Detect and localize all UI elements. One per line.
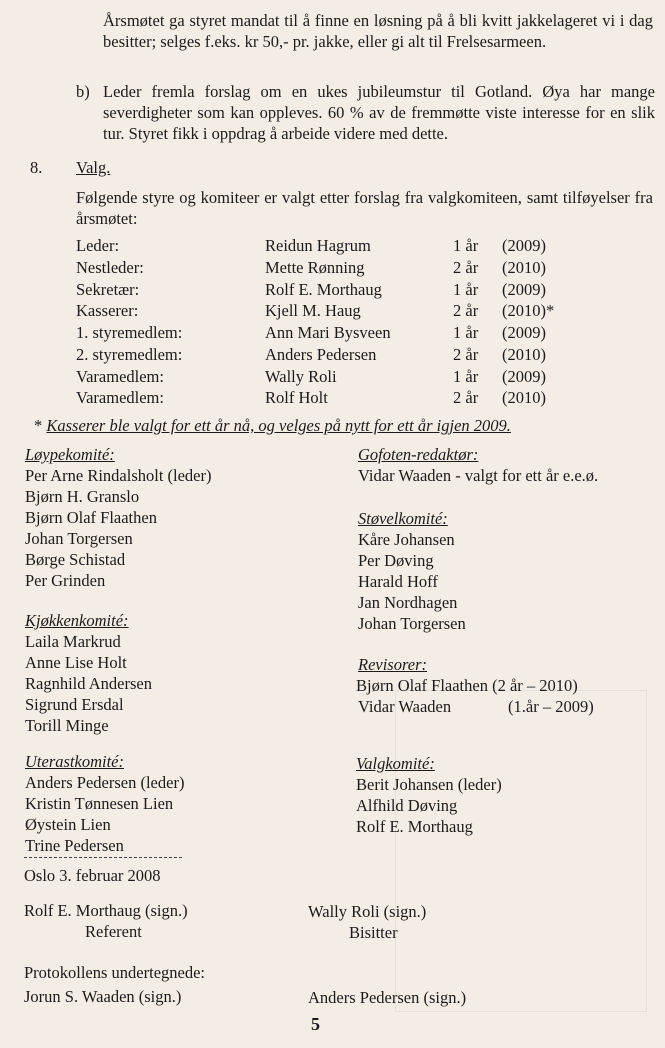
kjokken-member: Laila Markrud (25, 632, 121, 651)
kjokken-member: Anne Lise Holt (25, 653, 127, 672)
uterast-member: Trine Pedersen (25, 836, 124, 855)
bleed-through-shadow (395, 690, 647, 1012)
board-until: (2009) (502, 367, 546, 386)
board-name: Rolf Holt (265, 388, 328, 407)
board-until: (2010) (502, 345, 546, 364)
uterast-member: Anders Pedersen (leder) (25, 773, 185, 792)
footnote-text: Kasserer ble valgt for ett år nå, og velges på nytt for ett år igjen 2009. (46, 416, 511, 435)
board-role: Varamedlem: (76, 388, 164, 407)
board-term: 1 år (453, 323, 479, 342)
board-term: 2 år (453, 345, 479, 364)
kjokken-member: Torill Minge (25, 716, 109, 735)
revisor-note: (1.år – 2009) (508, 697, 594, 716)
signature-name: Wally Roli (sign.) (308, 902, 427, 921)
stovel-member: Per Døving (358, 551, 434, 570)
loype-title: Løypekomité: (25, 445, 115, 464)
board-until: (2010) (502, 258, 546, 277)
board-term: 1 år (453, 236, 479, 255)
page-number: 5 (311, 1014, 320, 1034)
signature-role: Bisitter (349, 923, 398, 942)
board-role: 2. styremedlem: (76, 345, 183, 364)
valg-title: Valgkomité: (356, 754, 435, 773)
board-role: Kasserer: (76, 301, 139, 320)
loype-member: Bjørn Olaf Flaathen (25, 508, 157, 527)
board-until: (2009) (502, 280, 546, 299)
signature-name: Rolf E. Morthaug (sign.) (24, 901, 188, 920)
board-role: Varamedlem: (76, 367, 164, 386)
divider (24, 857, 182, 858)
board-term: 2 år (453, 258, 479, 277)
board-role: Sekretær: (76, 280, 140, 299)
loype-member: Johan Torgersen (25, 529, 133, 548)
paragraph-b: Leder fremla forslag om en ukes jubileumstur til Gotland. Øya har mange severdigheter som kan oppleves. 60 % av de fremmøtte viste interesse for en slik tur. Styret fikk i oppdrag å arbeide videre med dette. (103, 82, 655, 143)
board-role: Nestleder: (76, 258, 144, 277)
signature-role: Referent (85, 922, 142, 941)
stovel-member: Jan Nordhagen (358, 593, 458, 612)
board-until: (2009) (502, 323, 546, 342)
signature-name: Jorun S. Waaden (sign.) (24, 987, 182, 1006)
section-heading: Valg. (76, 158, 111, 177)
place-date: Oslo 3. februar 2008 (24, 866, 161, 885)
board-name: Wally Roli (265, 367, 337, 386)
loype-member: Per Arne Rindalsholt (leder) (25, 466, 212, 485)
valg-member: Rolf E. Morthaug (356, 817, 473, 836)
gofoten-title: Gofoten-redaktør: (358, 445, 479, 464)
board-name: Kjell M. Haug (265, 301, 361, 320)
loype-member: Bjørn H. Granslo (25, 487, 140, 506)
valg-member: Berit Johansen (leder) (356, 775, 502, 794)
gofoten-member: Vidar Waaden - valgt for ett år e.e.ø. (358, 466, 599, 485)
board-term: 1 år (453, 367, 479, 386)
board-role: Leder: (76, 236, 120, 255)
stovel-member: Johan Torgersen (358, 614, 466, 633)
loype-member: Per Grinden (25, 571, 106, 590)
board-term: 2 år (453, 388, 479, 407)
revisor-member: Vidar Waaden (358, 697, 452, 716)
uterast-member: Øystein Lien (25, 815, 111, 834)
valg-member: Alfhild Døving (356, 796, 458, 815)
stovel-member: Kåre Johansen (358, 530, 455, 549)
board-name: Reidun Hagrum (265, 236, 371, 255)
board-term: 1 år (453, 280, 479, 299)
paragraph-a: Årsmøtet ga styret mandat til å finne en løsning på å bli kvitt jakkelageret vi i dag besitter; selges f.eks. kr 50,- pr. jakke, eller gi alt til Frelsesarmeen. (103, 11, 653, 51)
footnote-star: * (34, 416, 43, 435)
footnote (34, 415, 511, 436)
item-b-label: b) (76, 82, 90, 101)
board-until: (2010) (502, 388, 546, 407)
board-role: 1. styremedlem: (76, 323, 183, 342)
loype-member: Børge Schistad (25, 550, 126, 569)
kjokken-title: Kjøkkenkomité: (25, 611, 129, 630)
protocol-label: Protokollens undertegnede: (24, 963, 206, 982)
board-name: Mette Rønning (265, 258, 365, 277)
uterast-title: Uterastkomité: (25, 752, 124, 771)
board-term: 2 år (453, 301, 479, 320)
board-until: (2009) (502, 236, 546, 255)
board-name: Rolf E. Morthaug (265, 280, 382, 299)
kjokken-member: Ragnhild Andersen (25, 674, 152, 693)
board-until: (2010)* (502, 301, 555, 320)
stovel-title: Støvelkomité: (358, 509, 448, 528)
revisorer-title: Revisorer: (358, 655, 428, 674)
stovel-member: Harald Hoff (358, 572, 438, 591)
uterast-member: Kristin Tønnesen Lien (25, 794, 174, 813)
board-name: Anders Pedersen (265, 345, 377, 364)
board-name: Ann Mari Bysveen (265, 323, 391, 342)
section-number: 8. (30, 158, 43, 177)
signature-name: Anders Pedersen (sign.) (308, 988, 467, 1007)
section-intro: Følgende styre og komiteer er valgt etter forslag fra valgkomiteen, samt tilføyelser fra årsmøtet: (76, 188, 653, 228)
kjokken-member: Sigrund Ersdal (25, 695, 124, 714)
revisor-member: Bjørn Olaf Flaathen (2 år – 2010) (356, 676, 578, 695)
